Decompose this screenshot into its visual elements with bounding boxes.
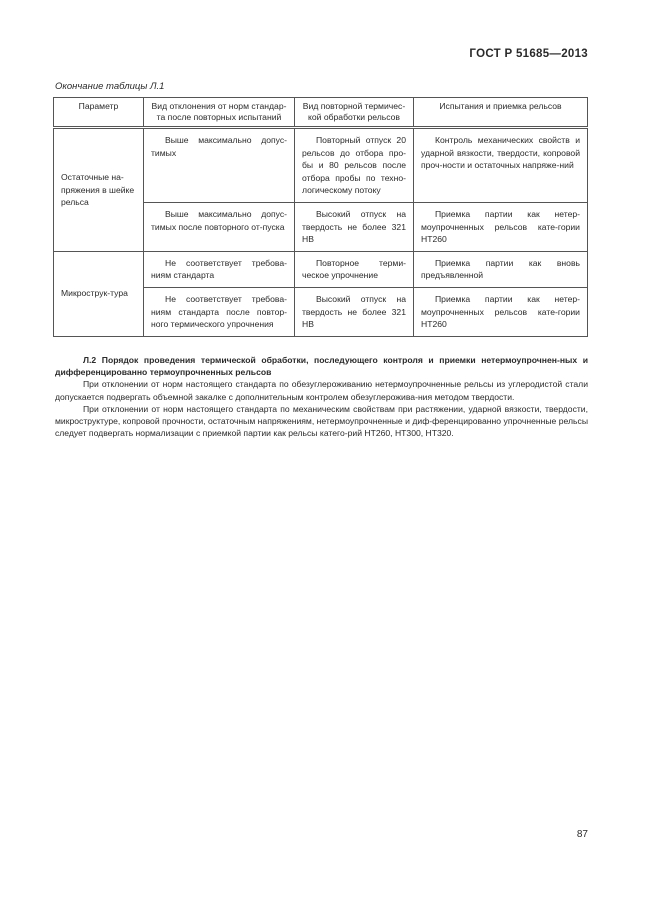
param-residual-stress: Остаточные на-пряжения в шейке рельса — [54, 128, 144, 252]
section-paragraph: При отклонении от норм настоящего стандарта по механическим свойствам при растяжении, ударной вязкости, твердости, микроструктуре, копровой прочности, остаточным напряжениям, нетермоупрочненные и диф-ференцированно упрочненные рельсы следует подвергать нормализации с приемкой партии как рельсы катего-рий НТ260, НТ300, НТ320. — [55, 403, 588, 439]
header-treatment: Вид повторной термичес-кой обработки рельсов — [295, 98, 414, 128]
treatment-cell: Высокий отпуск на твердость не более 321 НВ — [295, 287, 414, 336]
deviation-cell: Не соответствует требова-ниям стандарта после повтор-ного термического упрочнения — [144, 287, 295, 336]
testing-cell: Приемка партии как нетер-моупрочненных рельсов кате-гории НТ260 — [414, 202, 588, 251]
page-number: 87 — [576, 829, 588, 840]
table-caption: Окончание таблицы Л.1 — [55, 81, 165, 92]
deviation-cell: Не соответствует требова-ниям стандарта — [144, 251, 295, 287]
testing-cell: Контроль механических свойств и ударной вязкости, твердости, копровой проч-ности и остаточных напряже-ний — [414, 128, 588, 203]
section-paragraph: При отклонении от норм настоящего стандарта по обезуглероживанию нетермоупрочненные рельсы из углеродистой стали допускается подвергать объемной закалке с дополнительным контролем обезуглерожива-ния методом твердости. — [55, 379, 588, 402]
param-microstructure: Микрострук-тура — [54, 251, 144, 336]
table-row — [54, 251, 588, 287]
section-heading: Л.2 Порядок проведения термической обработки, последующего контроля и приемки нетермоупрочнен-ных и дифференцированно термоупрочненных рельсов — [55, 355, 588, 378]
standard-designation: ГОСТ Р 51685—2013 — [469, 48, 588, 60]
deviation-cell: Выше максимально допус-тимых после повторного от-пуска — [144, 202, 295, 251]
table-l1 — [53, 97, 588, 337]
testing-cell: Приемка партии как нетер-моупрочненных рельсов кате-гории НТ260 — [414, 287, 588, 336]
deviation-cell: Выше максимально допус-тимых — [144, 128, 295, 203]
table-header-row — [54, 98, 588, 128]
table-row — [54, 128, 588, 203]
header-deviation: Вид отклонения от норм стандар-та после повторных испытаний — [144, 98, 295, 128]
treatment-cell: Повторное терми-ческое упрочнение — [295, 251, 414, 287]
header-parameter: Параметр — [54, 98, 144, 128]
header-testing: Испытания и приемка рельсов — [414, 98, 588, 128]
testing-cell: Приемка партии как вновь предъявленной — [414, 251, 588, 287]
treatment-cell: Высокий отпуск на твердость не более 321 НВ — [295, 202, 414, 251]
section-l2 — [55, 354, 588, 439]
treatment-cell: Повторный отпуск 20 рельсов до отбора про-бы и 80 рельсов после отбора пробы по техно-логическому потоку — [295, 128, 414, 203]
